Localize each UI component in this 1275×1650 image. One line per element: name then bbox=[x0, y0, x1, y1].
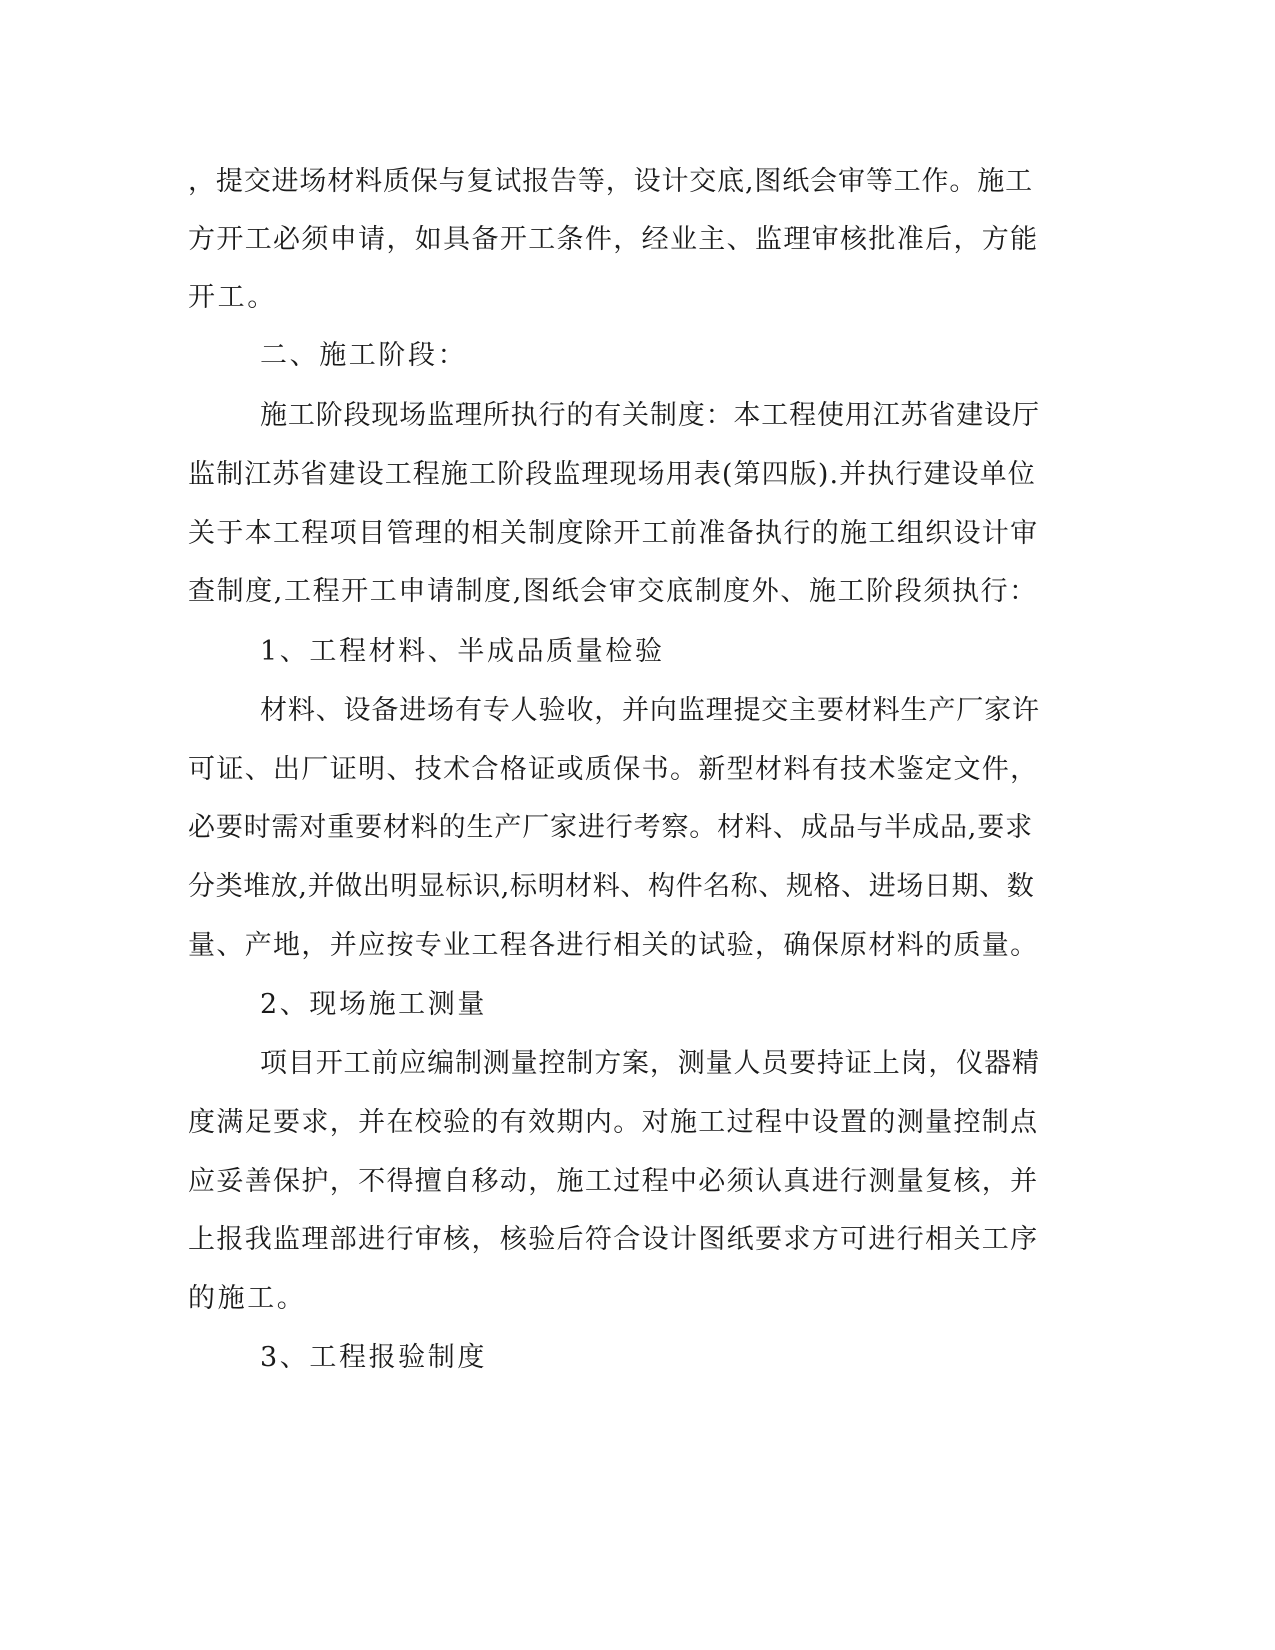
subsection-heading: 1、工程材料、半成品质量检验 bbox=[260, 636, 665, 667]
body-text-line: 可证、出厂证明、技术合格证或质保书。新型材料有技术鉴定文件， bbox=[188, 754, 1039, 785]
body-text-line: 必要时需对重要材料的生产厂家进行考察。材料、成品与半成品,要求 bbox=[188, 812, 1033, 843]
body-text-line: ，提交进场材料质保与复试报告等，设计交底,图纸会审等工作。施工 bbox=[188, 166, 1033, 197]
body-text-line: 施工阶段现场监理所执行的有关制度：本工程使用江苏省建设厅 bbox=[260, 400, 1040, 431]
subsection-heading: 3、工程报验制度 bbox=[260, 1342, 487, 1373]
body-text-line: 量、产地，并应按专业工程各进行相关的试验，确保原材料的质量。 bbox=[188, 930, 1039, 961]
body-text-line: 应妥善保护，不得擅自移动，施工过程中必须认真进行测量复核，并 bbox=[188, 1166, 1039, 1197]
body-text-line: 分类堆放,并做出明显标识,标明材料、构件名称、规格、进场日期、数 bbox=[188, 871, 1035, 902]
body-text-line: 方开工必须申请，如具备开工条件，经业主、监理审核批准后，方能 bbox=[188, 224, 1039, 255]
body-text-line: 上报我监理部进行审核，核验后符合设计图纸要求方可进行相关工序 bbox=[188, 1224, 1039, 1255]
subsection-heading: 2、现场施工测量 bbox=[260, 989, 487, 1020]
body-text-line: 查制度,工程开工申请制度,图纸会审交底制度外、施工阶段须执行： bbox=[188, 576, 1038, 607]
body-text-line: 度满足要求，并在校验的有效期内。对施工过程中设置的测量控制点 bbox=[188, 1107, 1039, 1138]
body-text-line: 关于本工程项目管理的相关制度除开工前准备执行的施工组织设计审 bbox=[188, 518, 1039, 549]
section-heading: 二、施工阶段： bbox=[260, 340, 468, 371]
body-text-line: 开工。 bbox=[188, 282, 277, 313]
body-text-line: 材料、设备进场有专人验收，并向监理提交主要材料生产厂家许 bbox=[260, 695, 1040, 726]
body-text-line: 项目开工前应编制测量控制方案，测量人员要持证上岗，仪器精 bbox=[260, 1048, 1040, 1079]
body-text-line: 的施工。 bbox=[188, 1283, 307, 1314]
body-text-line: 监制江苏省建设工程施工阶段监理现场用表(第四版).并执行建设单位 bbox=[188, 459, 1036, 490]
